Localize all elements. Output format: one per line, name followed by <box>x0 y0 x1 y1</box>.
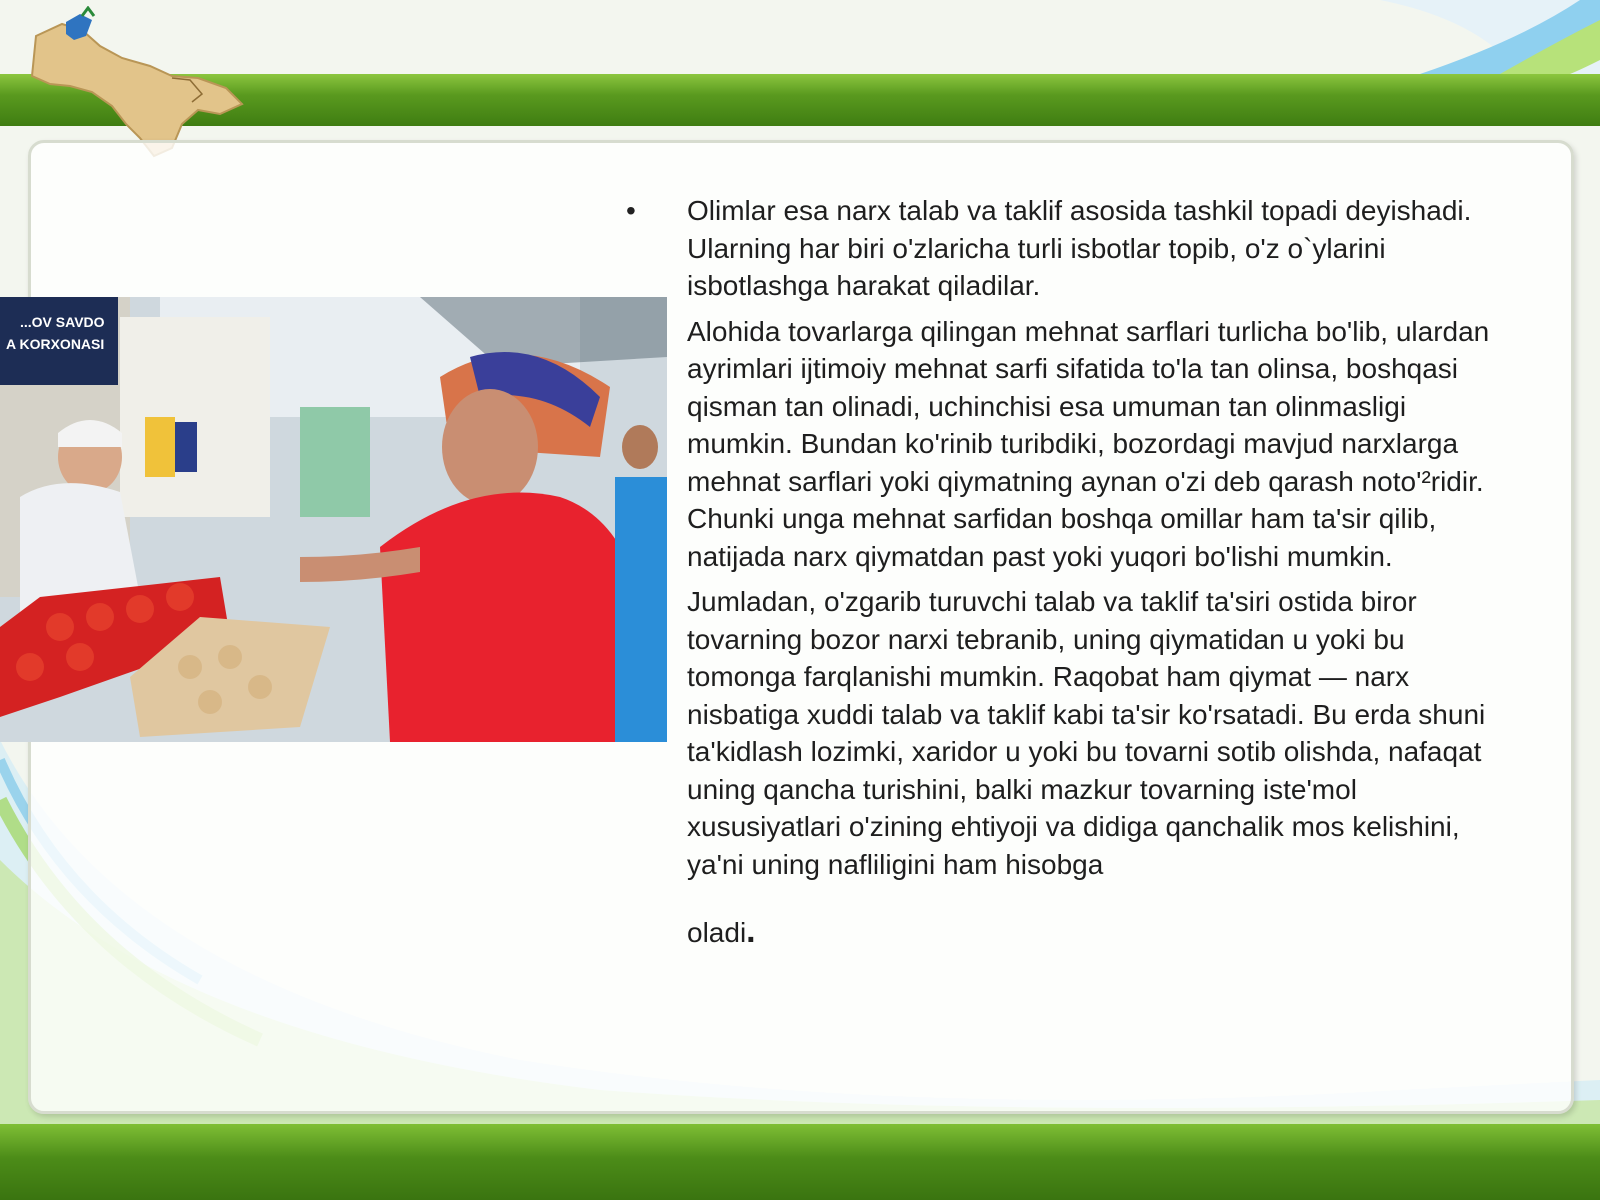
market-photo <box>0 297 667 742</box>
paragraph-1: Olimlar esa narx talab va taklif asosida tashkil topadi deyishadi. Ularning har biri o'zlaricha turli isbotlar topib, o'z o`ylarini isbotlashga harakat qiladilar. <box>687 195 1472 301</box>
paragraph-3-ending <box>687 913 1507 952</box>
bullet-marker: • <box>626 195 636 226</box>
sign-text-1: ...OV SAVDO <box>20 314 105 330</box>
sign-text-2: A KORXONASI <box>6 336 105 352</box>
paragraph-2: Alohida tovarlarga qilingan mehnat sarflari turlicha bo'lib, ulardan ayrimlari ijtimoiy mehnat sarfi sifatida to'la tan olinsa, boshqasi qisman tan olinadi, uchinchisi esa umuman tan olinmasligi mumkin. Bundan ko'rinib turibdiki, bozordagi mavjud narxlarga mehnat sarflari yoki qiymatning aynan o'zi deb qarash noto'²ridir. Chunki unga mehnat sarfidan boshqa omillar ham ta'sir qilib, natijada narx qiymatdan past yoki yuqori bo'lishi mumkin. <box>687 315 1490 572</box>
bottom-green-band <box>0 1124 1600 1200</box>
paragraph-3: Jumladan, o'zgarib turuvchi talab va taklif ta'siri ostida biror tovarning bozor narxi tebranib, uning qiymatidan u yoki bu tomonga farqlanishi mumkin. Raqobat ham qiymat — narx nisbatiga xuddi talab va taklif kabi ta'sir ko'rsatadi. Bu erda shuni ta'kidlash lozimki, xaridor u yoki bu tovarni sotib olishda, nafaqat uning qancha turishini, balki mazkur tovarning iste'mol xususiyatlari o'zining ehtiyoji va didiga qanchalik mos kelishini, ya'ni uning nafliligini ham hisobga <box>687 586 1486 880</box>
last-word: oladi <box>687 917 747 948</box>
slide-text <box>687 192 1507 952</box>
last-period: . <box>746 912 756 950</box>
